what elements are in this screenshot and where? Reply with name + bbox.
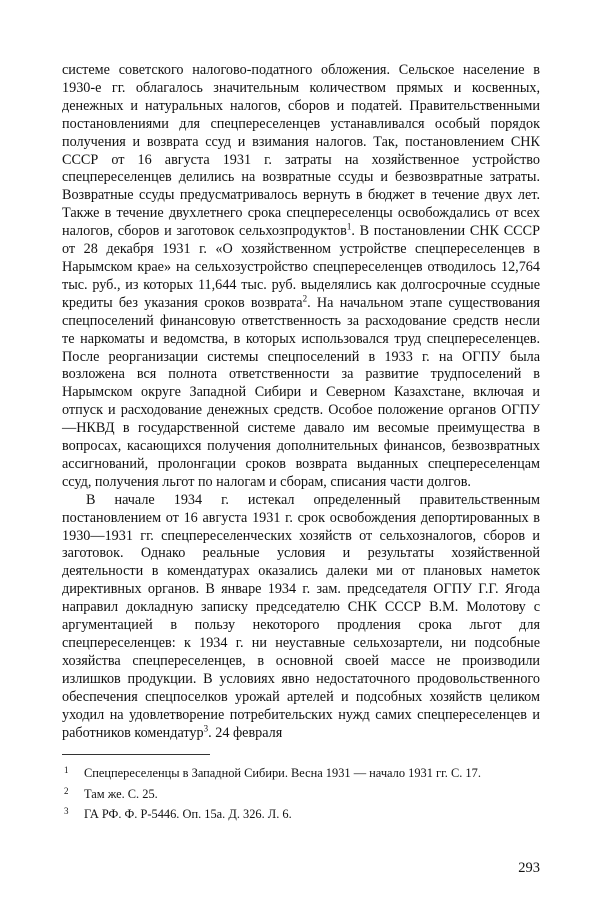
footnote-ref-1: 1 xyxy=(346,221,352,232)
paragraph-1-text-a: системе советского налогово-податного обложения. Сельское население в 1930-е гг. облагалось значительным количеством прямых и косвенных, денежных и натуральных налогов, сборов и податей. Правительственными постановлениями для спецпереселенцев устанавливался особый порядок получения и возврата ссуд и взимания налогов. Так, постановлением СНК СССР от 16 августа 1931 г. затраты на хозяйственное устройство спецпереселенцев делились на возвратные ссуды и безвозвратные затраты. Возвратные ссуды предусматривалось вернуть в бюджет в течение двух лет. Также в течение двухлетнего срока спецпереселенцы освобождались от всех налогов, сборов и заготовок сельхозпродуктов xyxy=(62,62,540,240)
footnote-number: 1 xyxy=(64,765,69,775)
footnote-text: Спецпереселенцы в Западной Сибири. Весна 1931 — начало 1931 гг. С. 17. xyxy=(84,766,481,780)
paragraph-2-text-b: . 24 февраля xyxy=(208,724,283,741)
paragraph-1 xyxy=(62,62,540,492)
paragraph-1-text-c: . На начальном этапе существования спецпоселений финансовую ответственность за расходование средств несли те наркоматы и ведомства, в которых использовался труд спецпереселенцев. После реорганизации системы спецпоселений в 1933 г. на ОГПУ была возложена вся полнота ответственности за развитие трудпоселений в Нарымском округе Западной Сибири и Северном Казахстане, включая и отпуск и расходование денежных средств. Особое положение органов ОГПУ—НКВД в государственной системе давало им весомые преимущества в вопросах, касающихся получения дополнительных финансов, безвозвратных ассигнований, пролонгации сроков возврата выданных спецпереселенцам ссуд, получения льгот по налогам и сборам, списания части долгов. xyxy=(62,294,540,490)
footnote-text: Там же. С. 25. xyxy=(84,786,158,801)
footnote-number: 3 xyxy=(64,806,69,816)
paragraph-1-text-b: . В постановлении СНК СССР от 28 декабря 1931 г. «О хозяйственном устройстве спецпереселенцев в Нарымском крае» на сельхозустройство спецпереселенцев отводилось 12,764 тыс. руб., из которых 11,644 тыс. руб. выделялись как долгосрочные ссудные кредиты без указания сроков возврата xyxy=(62,223,540,311)
main-text xyxy=(62,62,540,742)
paragraph-2-text-a: В начале 1934 г. истекал определенный правительственным постановлением от 16 августа 1931 г. срок освобождения депортированных в 1930—1931 гг. спецпереселенческих хозяйств от сельхозналогов, сборов и заготовок. Однако реальные условия и результаты хозяйственной деятельности в комендатурах оказались далеки ми от плановых наметок директивных органов. В январе 1934 г. зам. председателя ОГПУ Г.Г. Ягода направил докладную записку председателю СНК СССР В.М. Молотову с аргументацией в пользу некоторого продления срока льгот для спецпереселенцев: к 1934 г. ни неуставные сельхозартели, ни подсобные хозяйства спецпереселенцев, в основной своей массе не производили излишков продукции. В условиях явно недостаточного продовольственного обеспечения спецпоселков урожай артелей и подсобных хозяйств целиком уходил на удовлетворение потребительских нужд самих спецпереселенцев и работников комендатур xyxy=(62,491,540,741)
footnote-ref-2: 2 xyxy=(302,293,308,304)
footnote-2 xyxy=(62,787,540,803)
footnote-number: 2 xyxy=(64,785,69,796)
footnote-divider xyxy=(62,754,210,755)
paragraph-2 xyxy=(62,492,540,743)
footnote-3 xyxy=(62,807,540,823)
footnote-1 xyxy=(62,766,540,782)
page-number: 293 xyxy=(518,860,540,876)
footnote-text: ГА РФ. Ф. Р-5446. Оп. 15а. Д. 326. Л. 6. xyxy=(84,807,292,821)
footnote-ref-3: 3 xyxy=(203,722,209,733)
footnotes xyxy=(62,766,540,828)
